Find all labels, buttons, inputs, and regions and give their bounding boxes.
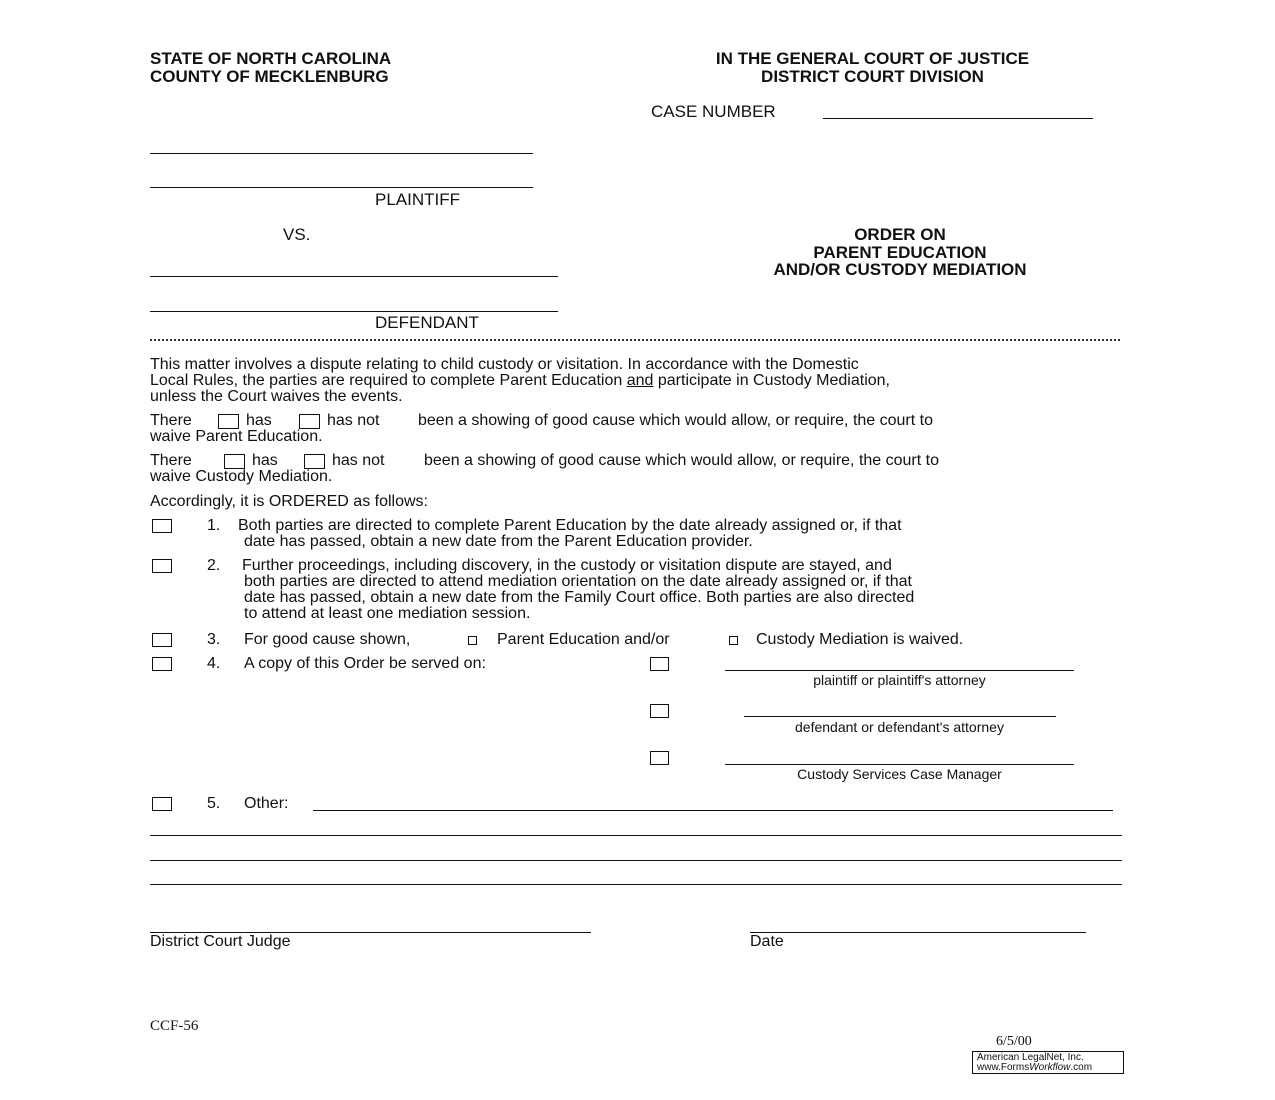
item-5-checkbox[interactable]	[152, 797, 172, 811]
judge-label: District Court Judge	[150, 933, 291, 950]
defendant-name-line-1[interactable]	[150, 276, 558, 277]
order-title-line-2: PARENT EDUCATION	[813, 243, 987, 262]
form-id: CCF-56	[150, 1018, 199, 1034]
serve-defendant-label: defendant or defendant's attorney	[795, 719, 1004, 735]
division-heading: DISTRICT COURT DIVISION	[761, 67, 984, 86]
waive-parent-education-checkbox[interactable]	[468, 636, 477, 645]
order-title-line-3: AND/OR CUSTODY MEDIATION	[773, 260, 1027, 279]
date-line[interactable]	[750, 932, 1086, 933]
item-1-line-1: Both parties are directed to complete Parent Education by the date already assigned or, if that	[238, 517, 902, 534]
cm-has-checkbox[interactable]	[224, 454, 245, 469]
item-2-checkbox[interactable]	[152, 559, 172, 573]
serve-defendant-line[interactable]	[744, 716, 1056, 717]
case-number-label: CASE NUMBER	[651, 102, 776, 121]
item-1-number: 1.	[207, 517, 221, 534]
item-4-text: A copy of this Order be served on:	[244, 655, 486, 672]
item-2-line-1: Further proceedings, including discovery, in the custody or visitation dispute are stayed, and	[242, 557, 892, 574]
item-2-line-2: both parties are directed to attend mediation orientation on the date already assigned or, if that	[244, 573, 912, 590]
revision-date: 6/5/00	[996, 1034, 1032, 1049]
pe-has-checkbox[interactable]	[218, 414, 239, 429]
pe-has-not-checkbox[interactable]	[299, 414, 320, 429]
plaintiff-label: PLAINTIFF	[375, 190, 461, 209]
intro-line-1: This matter involves a dispute relating to child custody or visitation. In accordance with the Domestic	[150, 356, 859, 373]
item-3-text-b: Parent Education and/or	[497, 631, 670, 648]
serve-manager-checkbox[interactable]	[650, 751, 669, 765]
cm-has-not-checkbox[interactable]	[304, 454, 325, 469]
cm-good-cause-text: been a showing of good cause which would allow, or require, the court to	[424, 452, 939, 469]
item-2-line-4: to attend at least one mediation session.	[244, 605, 531, 622]
other-line-4[interactable]	[150, 884, 1122, 885]
section-divider	[150, 339, 1120, 341]
vendor-box	[972, 1051, 1124, 1074]
item-2-number: 2.	[207, 557, 221, 574]
item-3-number: 3.	[207, 631, 221, 648]
cm-there: There	[150, 452, 192, 469]
cm-has-not-label: has not	[332, 452, 385, 469]
intro-line-2: Local Rules, the parties are required to complete Parent Education and participate in Custody Mediation,	[150, 372, 890, 389]
item-4-number: 4.	[207, 655, 221, 672]
cm-waive-text: waive Custody Mediation.	[150, 468, 333, 485]
serve-defendant-checkbox[interactable]	[650, 704, 669, 718]
item-1-line-2: date has passed, obtain a new date from the Parent Education provider.	[244, 533, 753, 550]
court-heading: IN THE GENERAL COURT OF JUSTICE	[715, 49, 1030, 68]
plaintiff-name-line-2[interactable]	[150, 187, 533, 188]
pe-has-not-label: has not	[327, 412, 380, 429]
other-line-1[interactable]	[313, 810, 1113, 811]
item-1-checkbox[interactable]	[152, 519, 172, 533]
serve-plaintiff-checkbox[interactable]	[650, 657, 669, 671]
vs-label: VS.	[283, 225, 311, 244]
item-3-text-a: For good cause shown,	[244, 631, 411, 648]
item-3-checkbox[interactable]	[152, 633, 172, 647]
date-label: Date	[750, 933, 784, 950]
pe-has-label: has	[246, 412, 272, 429]
state-heading: STATE OF NORTH CAROLINA	[150, 49, 392, 68]
waive-custody-mediation-checkbox[interactable]	[729, 636, 738, 645]
serve-plaintiff-line[interactable]	[725, 670, 1074, 671]
vendor-name: American LegalNet, Inc.	[977, 1052, 1084, 1063]
order-title-line-1: ORDER ON	[854, 225, 946, 244]
intro-line-3: unless the Court waives the events.	[150, 388, 403, 405]
serve-manager-label: Custody Services Case Manager	[797, 766, 1002, 782]
case-number-field[interactable]	[823, 118, 1093, 119]
defendant-name-line-2[interactable]	[150, 311, 558, 312]
plaintiff-name-line-1[interactable]	[150, 153, 533, 154]
county-heading: COUNTY OF MECKLENBURG	[150, 67, 389, 86]
serve-manager-line[interactable]	[725, 764, 1074, 765]
item-2-line-3: date has passed, obtain a new date from the Family Court office. Both parties are also directed	[244, 589, 915, 606]
other-line-3[interactable]	[150, 860, 1122, 861]
item-3-text-c: Custody Mediation is waived.	[756, 631, 964, 648]
vendor-url: www.FormsWorkflow.com	[977, 1062, 1093, 1073]
defendant-label: DEFENDANT	[375, 313, 479, 332]
item-5-number: 5.	[207, 795, 221, 812]
pe-good-cause-text: been a showing of good cause which would allow, or require, the court to	[418, 412, 933, 429]
pe-there: There	[150, 412, 192, 429]
cm-has-label: has	[252, 452, 278, 469]
other-line-2[interactable]	[150, 835, 1122, 836]
pe-waive-text: waive Parent Education.	[150, 428, 323, 445]
ordered-heading: Accordingly, it is ORDERED as follows:	[150, 493, 428, 510]
item-5-label: Other:	[244, 795, 289, 812]
item-4-checkbox[interactable]	[152, 657, 172, 671]
serve-plaintiff-label: plaintiff or plaintiff's attorney	[813, 672, 986, 688]
